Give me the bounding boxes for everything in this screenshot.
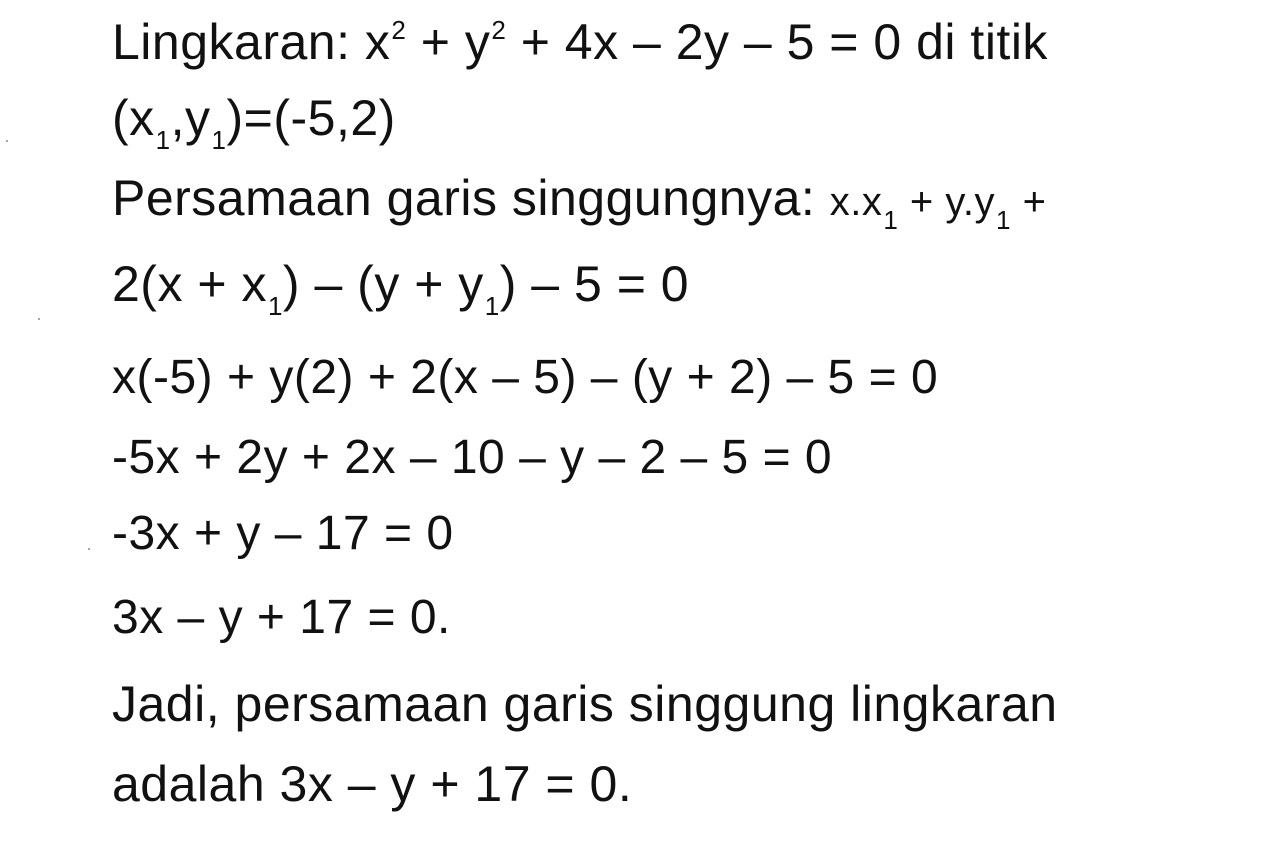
tangent-label: Persamaan garis singgungnya: [112,170,816,226]
circle-equation: $x^2 + y^2 + 4x - 2y - 5 = 0$ [364,14,902,70]
tangent-formula-line-2: $2(x + x_1) - (y + y_1) - 5 = 0$ [112,256,690,321]
conclusion-line-2: adalah 3x – y + 17 = 0. [112,756,633,812]
tangent-formula-line-1 [112,170,1047,234]
step-expand: -5x + 2y + 2x – 10 – y – 2 – 5 = 0 [112,431,833,484]
scan-speck [6,140,8,142]
step-result: 3x – y + 17 = 0. [112,591,451,644]
conclusion-line-1: Jadi, persamaan garis singgung lingkaran [112,676,1058,732]
step-substitution: x(-5) + y(2) + 2(x – 5) – (y + 2) – 5 = 0 [112,351,939,404]
scan-speck [38,318,40,320]
circle-equation-line [112,14,1048,78]
point-line: $(x_1,y_1)=(-5,2)$ [112,90,396,155]
scan-speck [88,548,90,550]
tangent-formula-start: $x.x_1 + y.y_1$ + [829,180,1047,235]
di-titik-text: di titik [916,14,1048,70]
circle-label: Lingkaran: [112,14,351,70]
step-simplify: -3x + y – 17 = 0 [112,507,454,560]
